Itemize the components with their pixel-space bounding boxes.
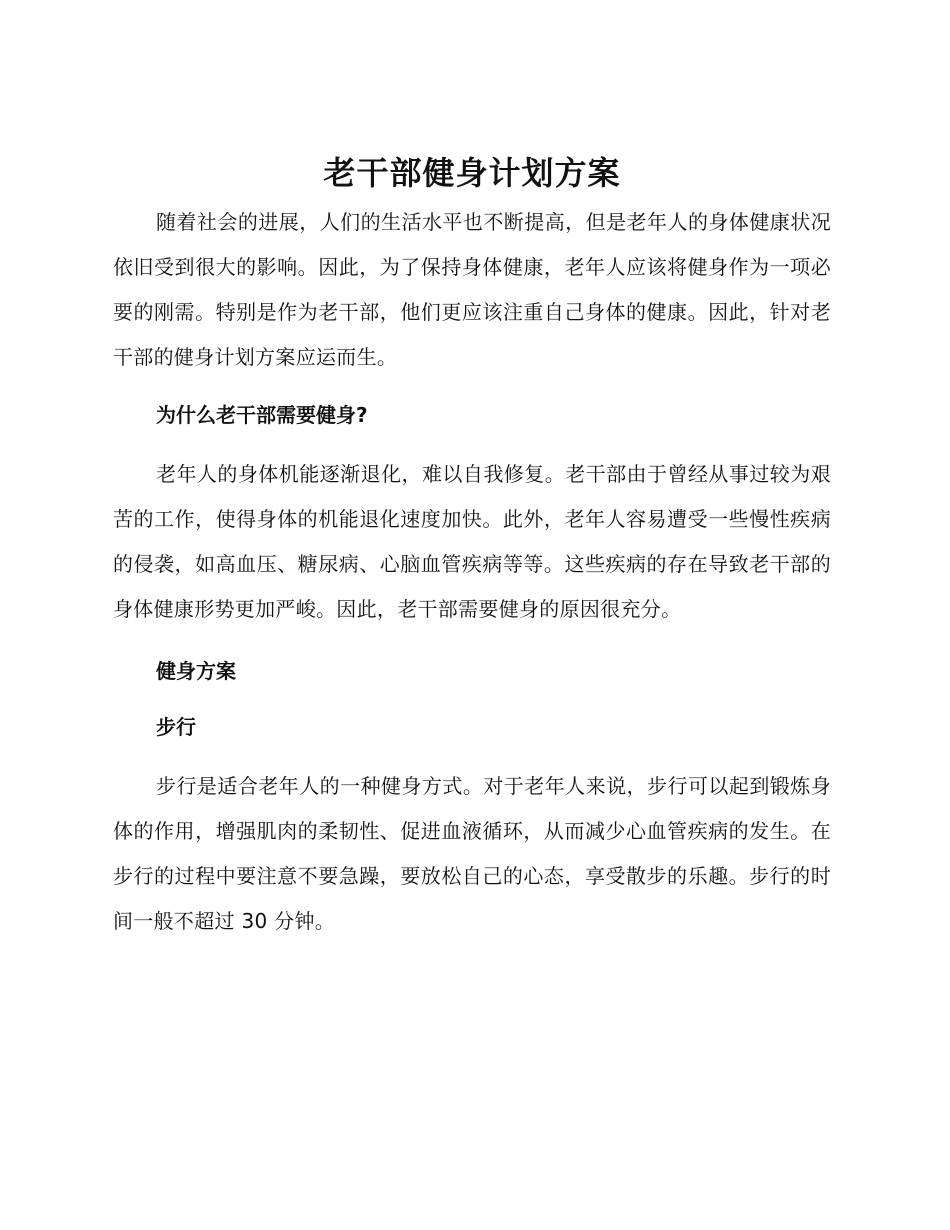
document-title: 老干部健身计划方案 xyxy=(323,154,621,192)
heading-walking: 步行 xyxy=(156,715,196,739)
why-paragraph: 老年人的身体机能逐渐退化，难以自我修复。老干部由于曾经从事过较为艰苦的工作，使得身体的机能退化速度加快。此外，老年人容易遭受一些慢性疾病的侵袭，如高血压、糖尿病、心脑血管疾病等等。这些疾病的存在导致老干部的身体健康形势更加严峻。因此，老干部需要健身的原因很充分。 xyxy=(113,462,831,621)
heading-why-fitness: 为什么老干部需要健身? xyxy=(156,403,368,427)
intro-paragraph: 随着社会的进展，人们的生活水平也不断提高，但是老年人的身体健康状况依旧受到很大的影响。因此，为了保持身体健康，老年人应该将健身作为一项必要的刚需。特别是作为老干部，他们更应该注重自己身体的健康。因此，针对老干部的健身计划方案应运而生。 xyxy=(113,210,831,369)
walking-paragraph: 步行是适合老年人的一种健身方式。对于老年人来说，步行可以起到锻炼身体的作用，增强肌肉的柔韧性、促进血液循环，从而减少心血管疾病的发生。在步行的过程中要注意不要急躁，要放松自己的心态，享受散步的乐趣。步行的时间一般不超过 30 分钟。 xyxy=(113,774,831,933)
heading-fitness-plan: 健身方案 xyxy=(156,659,236,683)
document-page xyxy=(113,150,831,944)
